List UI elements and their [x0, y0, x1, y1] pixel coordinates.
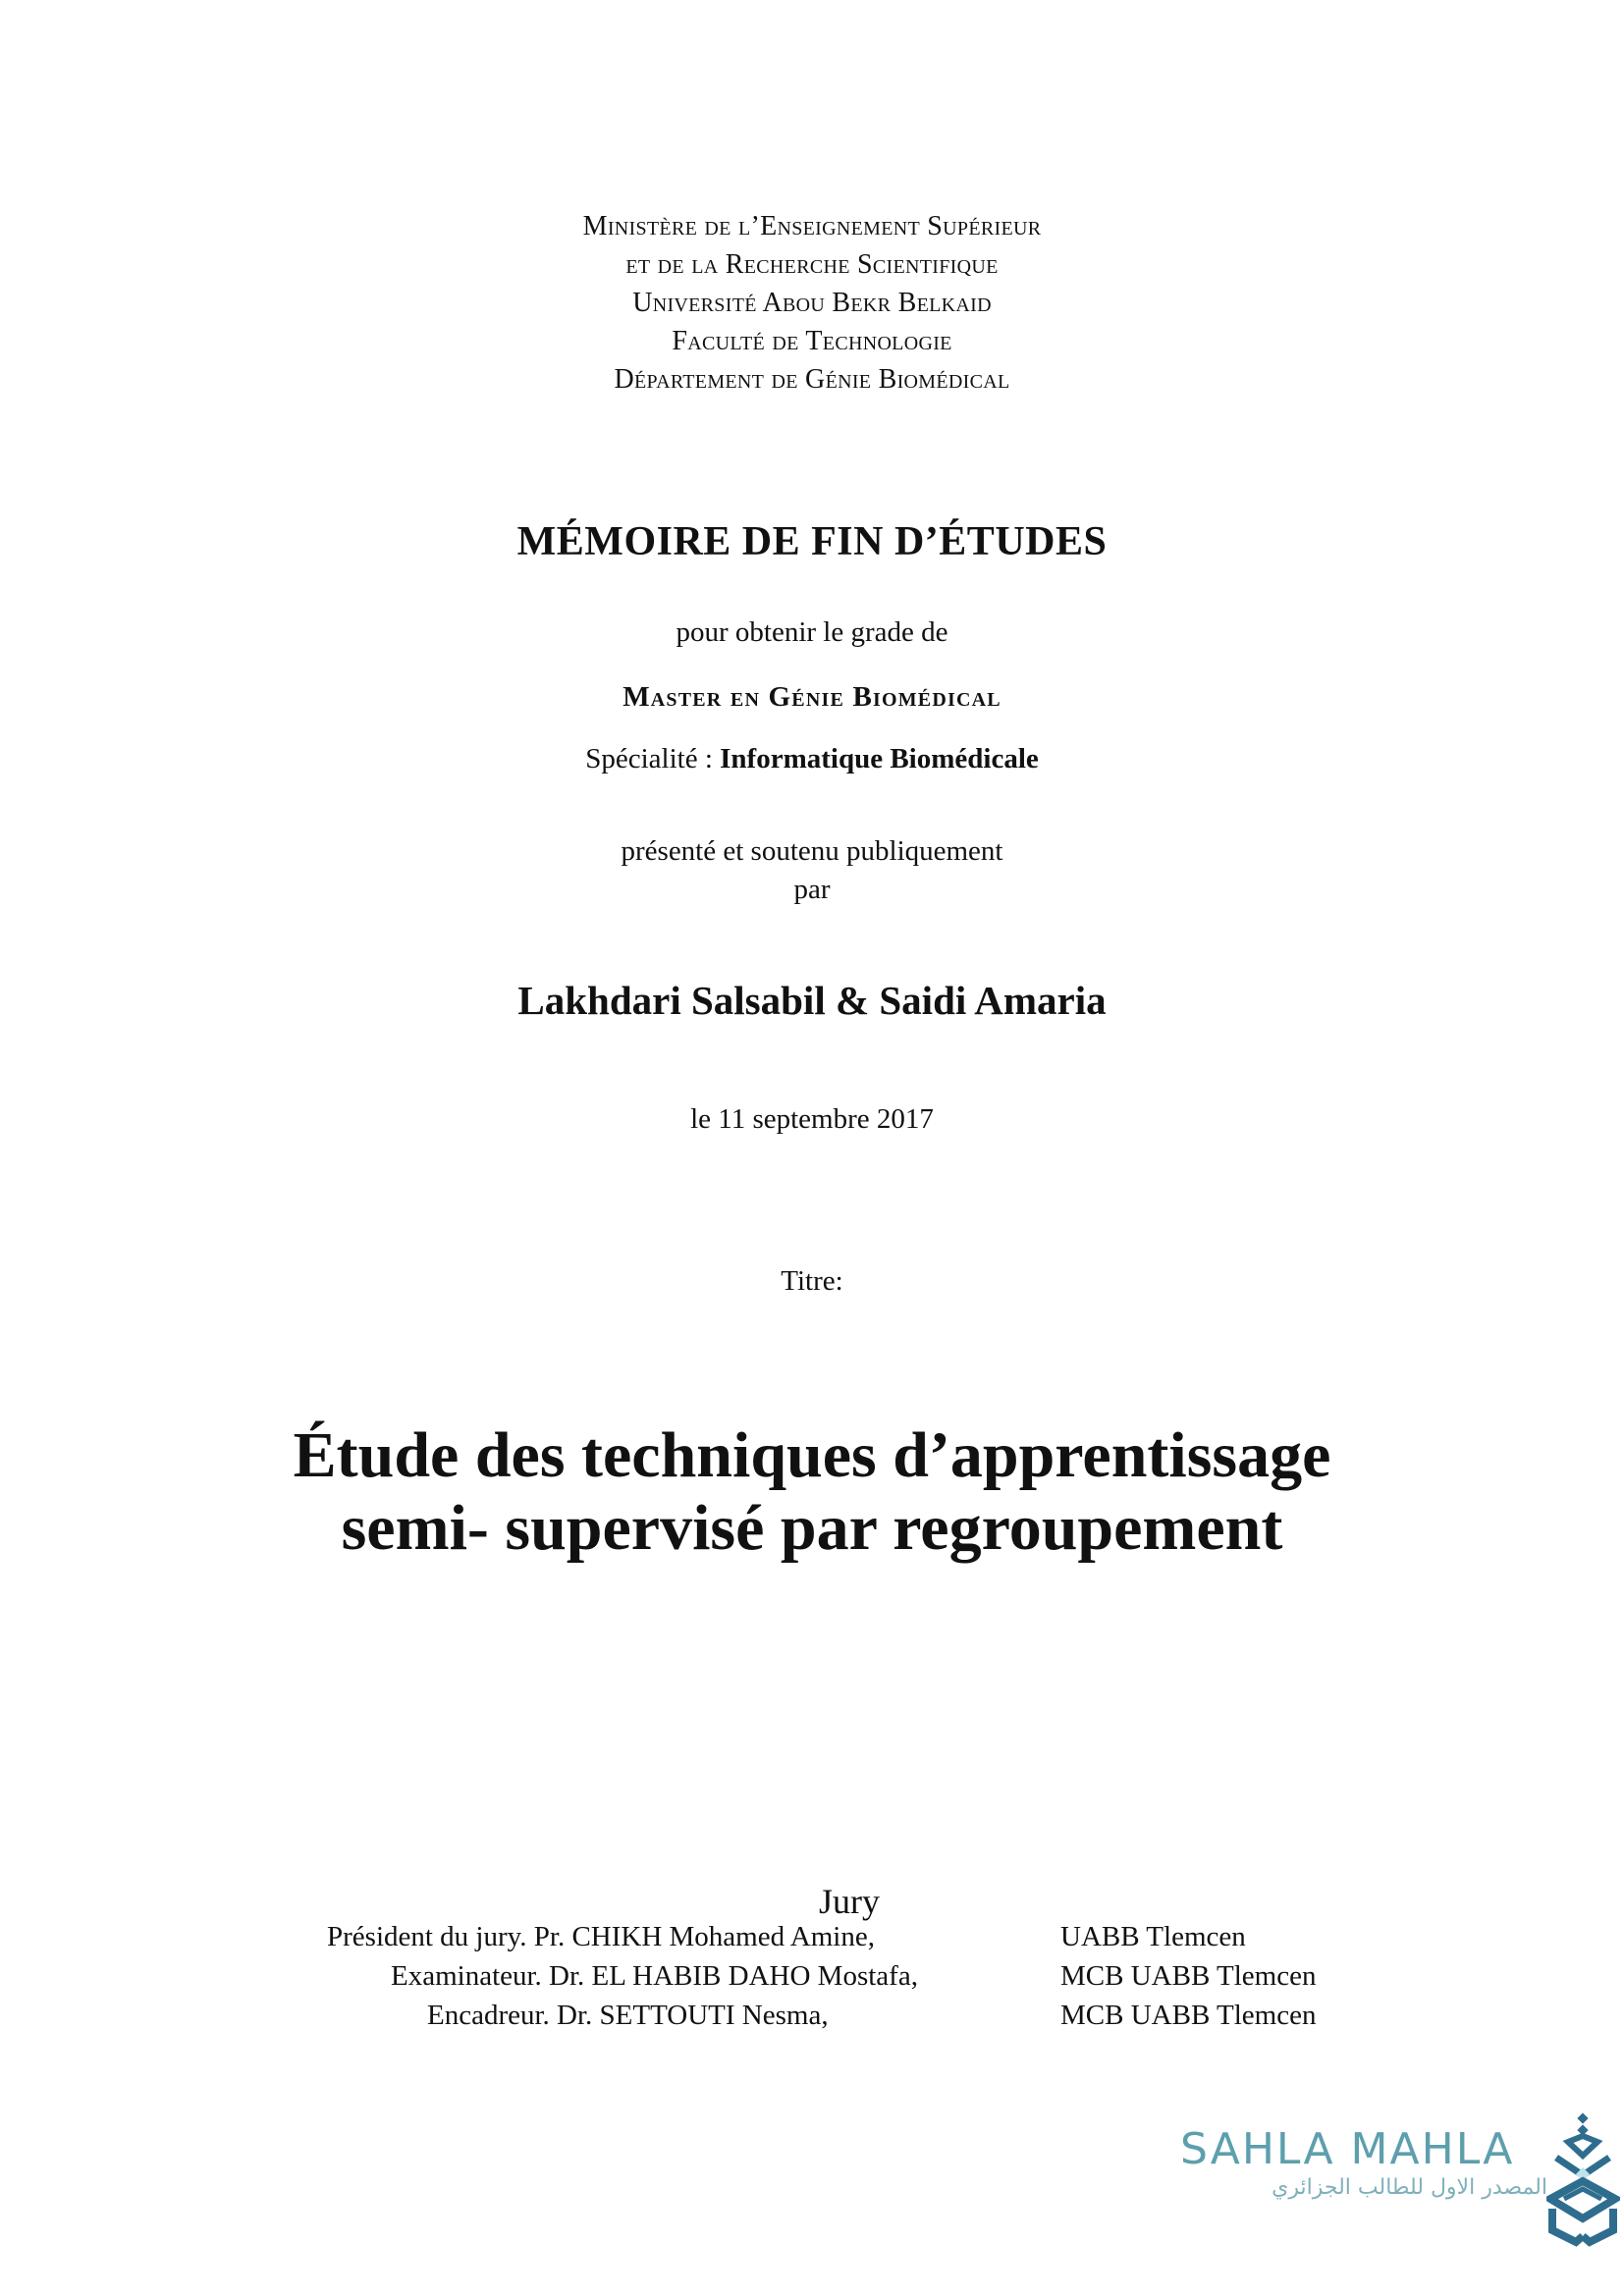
speciality-label: Spécialité : — [585, 743, 721, 774]
thesis-title — [0, 1419, 1624, 1565]
institution-line-faculty: Faculté de Technologie — [672, 326, 952, 356]
grade-intro: pour obtenir le grade de — [676, 616, 948, 648]
sahla-mahla-watermark — [1159, 2110, 1624, 2258]
calligraphy-emblem-icon — [1546, 2110, 1620, 2248]
speciality-value: Informatique Biomédicale — [720, 743, 1039, 774]
jury-heading: Jury — [819, 1882, 880, 1921]
watermark-tagline: المصدر الاول للطالب الجزائري — [1272, 2175, 1547, 2200]
institution-block — [0, 207, 1624, 399]
authors: Lakhdari Salsabil & Saidi Amaria — [517, 978, 1107, 1023]
title-label: Titre: — [781, 1265, 843, 1297]
presented-line: présenté et soutenu publiquement — [621, 835, 1003, 867]
presented-block — [0, 832, 1624, 909]
institution-line-university: Université Abou Bekr Belkaid — [632, 288, 992, 318]
institution-line-department: Département de Génie Biomédical — [614, 364, 1010, 395]
watermark-name: SAHLA MAHLA — [1180, 2124, 1515, 2174]
jury-member-role: Encadreur. Dr. SETTOUTI Nesma, — [427, 2000, 829, 2031]
institution-line-ministry: Ministère de l’Enseignement Supérieur — [582, 211, 1042, 241]
jury-member-affiliation: MCB UABB Tlemcen — [1060, 1960, 1317, 1992]
degree: Master en Génie Biomédical — [623, 681, 1001, 713]
institution-line-research: et de la Recherche Scientifique — [625, 249, 999, 280]
presented-by: par — [793, 874, 831, 905]
defense-date: le 11 septembre 2017 — [690, 1103, 934, 1135]
jury-member-affiliation: UABB Tlemcen — [1060, 1921, 1246, 1952]
thesis-title-line-1: Étude des techniques d’apprentissage — [293, 1419, 1331, 1491]
jury-member-role: Examinateur. Dr. EL HABIB DAHO Mostafa, — [391, 1960, 918, 1992]
jury-member-role: Président du jury. Pr. CHIKH Mohamed Amine, — [327, 1921, 875, 1952]
thesis-title-line-2: semi- supervisé par regroupement — [341, 1492, 1283, 1564]
document-type: MÉMOIRE DE FIN D’ÉTUDES — [516, 519, 1108, 564]
jury-member-affiliation: MCB UABB Tlemcen — [1060, 2000, 1317, 2031]
speciality — [0, 743, 1624, 775]
